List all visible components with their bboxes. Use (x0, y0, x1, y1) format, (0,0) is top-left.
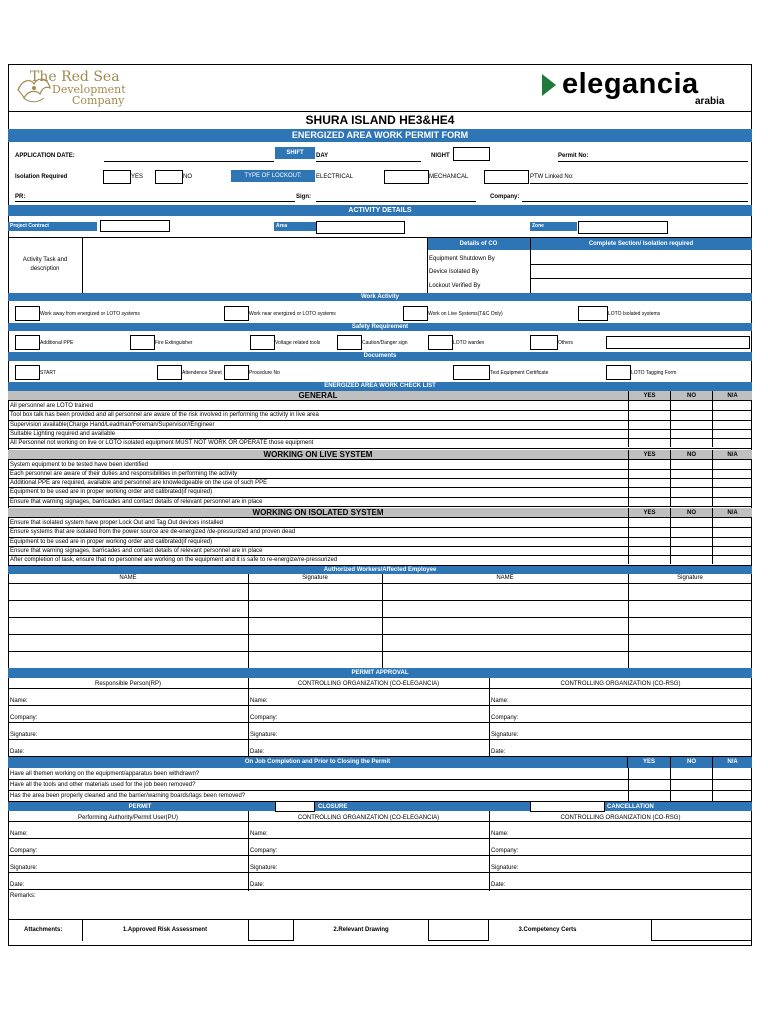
divider (248, 678, 249, 757)
form-main-title: SHURA ISLAND HE3&HE4 (305, 113, 455, 127)
work-activity-band: Work Activity (8, 293, 752, 301)
general-check-item: Supervision available(Charge Hand/Leadman/Foreman/Supervisor//Engineer (10, 421, 215, 428)
night-checkbox[interactable] (453, 147, 490, 161)
work-away-label: Work away from energized or LOTO systems (40, 311, 140, 317)
documents-band: Documents (8, 352, 752, 361)
checklist-band: ENERGIZED AREA WORK CHECK LIST (8, 382, 752, 391)
approval-name-label: Name: (250, 698, 268, 704)
live-check-item: Additional PPE are required, available and personnel are knowledgeable on the use of such PPE (10, 480, 268, 487)
isolated-check-item: Equipment to be used are in proper working order and calibrated(if required) (10, 538, 213, 545)
attendance-sheet-label: Attendence Sheet (182, 370, 222, 376)
work-away-checkbox[interactable] (15, 306, 40, 321)
closure-company-field[interactable] (519, 840, 749, 855)
general-section-header: GENERAL (8, 391, 628, 401)
closure-name-field[interactable] (519, 823, 749, 838)
procedure-no-checkbox[interactable] (224, 365, 249, 380)
closure-signature-label: Signature: (10, 865, 38, 871)
live-check-na-cell[interactable] (712, 497, 752, 506)
divider (8, 705, 752, 706)
live-na-header: N/A (712, 450, 752, 460)
isolated-check-yes-cell[interactable] (628, 546, 670, 555)
closure-signature-field[interactable] (278, 857, 486, 872)
isolated-check-na-cell[interactable] (712, 527, 752, 536)
general-check-na-cell[interactable] (712, 438, 752, 447)
attachments-label: Attachments: (24, 927, 63, 933)
live-check-na-cell[interactable] (712, 460, 752, 469)
approval-signature-field[interactable] (278, 724, 486, 739)
closure-name-label: Name: (10, 831, 28, 837)
closure-company-label: Company: (10, 848, 38, 854)
live-check-no-cell[interactable] (670, 460, 712, 469)
equipment-shutdown-label: Equipment Shutdown By (429, 256, 495, 262)
closure-date-field[interactable] (38, 874, 246, 889)
others-field[interactable] (606, 336, 750, 349)
isolated-check-no-cell[interactable] (670, 537, 712, 546)
approval-date-label: Date: (10, 749, 25, 755)
live-check-no-cell[interactable] (670, 469, 712, 478)
worker-name-cell[interactable] (382, 584, 628, 600)
divider (82, 237, 83, 293)
divider (8, 855, 752, 856)
closure-label: CLOSURE (318, 804, 348, 810)
shift-label: SHIFT (275, 147, 315, 159)
general-check-no-cell[interactable] (670, 429, 712, 438)
general-yes-header: YES (628, 391, 670, 401)
complete-section-header: Complete Section/ Isolation required (530, 238, 752, 250)
divider (8, 889, 752, 890)
isolated-check-item: Ensure that warning signages, barricades and contact details of relevant personnel are in place (10, 547, 263, 554)
attachment-2: 2.Relevant Drawing (333, 927, 389, 933)
authorized-workers-band: Authorized Workers/Affected Employee (8, 566, 752, 574)
completion-yes-header: YES (628, 757, 670, 768)
isolated-check-yes-cell[interactable] (628, 527, 670, 536)
live-check-item: System equipment to be tested have been identified (10, 461, 149, 468)
closure-name-label: Name: (491, 831, 509, 837)
completion-no-cell[interactable] (670, 779, 712, 790)
start-checkbox[interactable] (15, 365, 40, 380)
additional-ppe-checkbox[interactable] (15, 335, 40, 350)
attendance-sheet-checkbox[interactable] (157, 365, 182, 380)
checklist-table (8, 391, 752, 566)
divider (8, 506, 752, 507)
activity-task-label-1: Activity Task and (22, 257, 68, 263)
caution-sign-label: Caution/Danger sign (362, 340, 408, 346)
closure-name-field[interactable] (38, 823, 246, 838)
closure-company-field[interactable] (38, 840, 246, 855)
divider (8, 448, 752, 449)
divider (530, 264, 752, 265)
permit-no-label: Permit No: (558, 153, 589, 159)
general-check-item: Suitable Lighting required and available (10, 430, 116, 437)
activity-details-band: ACTIVITY DETAILS (8, 205, 752, 216)
workers-signature-header-1: Signature (302, 575, 328, 581)
isolated-yes-header: YES (628, 508, 670, 518)
loto-tagging-checkbox[interactable] (606, 365, 631, 380)
completion-na-header: N/A (712, 757, 752, 768)
completion-item: Have all the tools and other materials used for the job been removed? (10, 782, 196, 788)
completion-item: Have all themen working on the equipment/apparatus been withdrawn? (10, 771, 200, 777)
sign-label: Sign: (296, 194, 311, 200)
remarks-label: Remarks: (10, 893, 36, 899)
details-of-co-header: Details of CO (427, 238, 530, 250)
divider (8, 688, 752, 689)
divider (530, 278, 752, 279)
worker-name-cell[interactable] (8, 618, 248, 634)
divider (248, 811, 249, 891)
approval-name-label: Name: (491, 698, 509, 704)
live-check-item: Ensure that warning signages, barricades and contact details of relevant personnel are in place (10, 498, 263, 505)
general-check-na-cell[interactable] (712, 410, 752, 419)
area-field[interactable] (316, 221, 405, 234)
type-of-lockout-label: TYPE OF LOCKOUT: (231, 170, 315, 182)
brand-name: elegancia (562, 68, 699, 100)
live-no-header: NO (670, 450, 712, 460)
divider (427, 237, 428, 293)
additional-ppe-label: Additional PPE (40, 340, 74, 346)
isolated-check-na-cell[interactable] (712, 518, 752, 527)
worker-signature-cell[interactable] (628, 652, 752, 668)
general-check-no-cell[interactable] (670, 401, 712, 410)
work-live-label: Work on Live Systems(T&C Only) (428, 311, 503, 317)
night-label: NIGHT (431, 153, 450, 159)
completion-yes-cell[interactable] (628, 779, 670, 790)
isolated-check-no-cell[interactable] (670, 518, 712, 527)
no-label: NO (183, 174, 192, 180)
approval-date-label: Date: (491, 749, 506, 755)
lockout-verified-label: Lockout Verified By (429, 283, 481, 289)
electrical-checkbox[interactable] (384, 170, 429, 184)
closure-signature-label: Signature: (250, 865, 278, 871)
closure-date-field[interactable] (278, 874, 486, 889)
live-check-yes-cell[interactable] (628, 497, 670, 506)
approval-date-field[interactable] (278, 741, 486, 756)
isolated-check-na-cell[interactable] (712, 546, 752, 555)
sign-field[interactable] (316, 201, 476, 202)
closure-pu-header: Performing Authority/Permit User(PU) (77, 815, 179, 821)
approval-co-elegancia-header: CONTROLLING ORGANIZATION (CO-ELEGANCIA) (297, 681, 440, 687)
worker-signature-cell[interactable] (248, 635, 382, 651)
loto-isolated-label: LOTO Isolated systems (608, 311, 661, 317)
mechanical-label: MECHANICAL (429, 174, 469, 180)
closure-co-elegancia-header: CONTROLLING ORGANIZATION (CO-ELEGANCIA) (297, 815, 440, 821)
activity-task-field[interactable] (84, 240, 426, 292)
isolated-check-item: After completion of task, ensure that no personnel are working on the equipment and it is safe to re-energize/re-pressurized (10, 557, 338, 564)
voltage-tools-checkbox[interactable] (250, 335, 275, 350)
general-check-yes-cell[interactable] (628, 438, 670, 447)
isolated-section-header: WORKING ON ISOLATED SYSTEM (8, 508, 628, 518)
closure-date-label: Date: (250, 882, 265, 888)
approval-signature-label: Signature: (10, 732, 38, 738)
general-check-yes-cell[interactable] (628, 429, 670, 438)
loto-isolated-checkbox[interactable] (578, 306, 608, 321)
electrical-label: ELECTRICAL (316, 174, 354, 180)
worker-name-cell[interactable] (382, 601, 628, 617)
work-live-checkbox[interactable] (403, 306, 428, 321)
fire-extinguisher-checkbox[interactable] (130, 335, 155, 350)
closure-signature-label: Signature: (491, 865, 519, 871)
completion-table (8, 768, 752, 801)
work-near-label: Work near energized or LOTO systems (249, 311, 336, 317)
divider (489, 811, 490, 891)
general-check-yes-cell[interactable] (628, 420, 670, 429)
completion-yes-cell[interactable] (628, 790, 670, 801)
loto-warden-label: LOTO warden (453, 340, 485, 346)
brand-sub: arabia (695, 96, 725, 107)
workers-signature-header-2: Signature (677, 575, 703, 581)
attachment-3: 3.Competency Certs (518, 927, 577, 933)
workers-name-header-1: NAME (119, 575, 137, 581)
worker-name-cell[interactable] (8, 652, 248, 668)
pr-field[interactable] (15, 201, 295, 202)
general-na-header: N/A (712, 391, 752, 401)
test-equipment-checkbox[interactable] (453, 365, 490, 380)
worker-signature-cell[interactable] (628, 635, 752, 651)
work-near-checkbox[interactable] (224, 306, 249, 321)
live-check-yes-cell[interactable] (628, 487, 670, 496)
attachment-1-checkbox[interactable] (248, 919, 294, 941)
zone-field[interactable] (578, 221, 668, 234)
worker-signature-cell[interactable] (248, 601, 382, 617)
isolated-check-yes-cell[interactable] (628, 537, 670, 546)
remarks-field[interactable] (30, 899, 746, 917)
general-check-no-cell[interactable] (670, 410, 712, 419)
closure-company-field[interactable] (278, 840, 486, 855)
general-check-item: All personnel are LOTO trained (10, 403, 93, 409)
caution-sign-checkbox[interactable] (337, 335, 362, 350)
live-check-item: Equipment to be used are in proper working order and calibrated(if required) (10, 489, 213, 496)
safety-requirement-band: Safety Requirement (8, 323, 752, 331)
application-date-label: APPLICATION DATE: (15, 153, 75, 159)
general-check-item: Tool box talk has been provided and all personnel are aware of the risk involved in performing the activity in live area (10, 412, 319, 419)
live-check-no-cell[interactable] (670, 497, 712, 506)
general-check-no-cell[interactable] (670, 438, 712, 447)
closure-signature-field[interactable] (38, 857, 246, 872)
approval-co-rsg-header: CONTROLLING ORGANIZATION (CO-RSG) (560, 681, 681, 687)
pr-label: PR: (15, 194, 26, 200)
workers-table (8, 574, 752, 668)
ptw-linked-field[interactable] (530, 183, 748, 184)
isolated-check-na-cell[interactable] (712, 537, 752, 546)
live-check-na-cell[interactable] (712, 469, 752, 478)
day-label: DAY (316, 153, 329, 159)
others-label: Others (558, 340, 574, 346)
attachment-3-checkbox[interactable] (651, 919, 752, 941)
permit-label: PERMIT (128, 804, 152, 810)
live-check-item: Each personnel are aware of their duties and responsibilities in performing the activity (10, 470, 238, 477)
isolated-check-no-cell[interactable] (670, 546, 712, 555)
isolation-required-label: Isolation Required (15, 174, 68, 180)
approval-name-label: Name: (10, 698, 28, 704)
closure-company-label: Company: (250, 848, 278, 854)
approval-date-field[interactable] (519, 741, 749, 756)
rsdc-line3: Company (72, 94, 125, 107)
isolated-check-yes-cell[interactable] (628, 518, 670, 527)
isolated-check-item: Ensure that isolated system have proper Lock Out and Tag Out devices installed (10, 520, 224, 526)
closure-name-field[interactable] (278, 823, 486, 838)
ptw-linked-label: PTW Linked No: (530, 174, 574, 180)
general-check-na-cell[interactable] (712, 420, 752, 429)
permit-no-field[interactable] (558, 161, 748, 162)
test-equipment-label: Test Equipment Certificate (490, 370, 549, 376)
approval-date-field[interactable] (38, 741, 246, 756)
divider (489, 678, 490, 757)
worker-signature-cell[interactable] (248, 584, 382, 600)
approval-company-label: Company: (10, 715, 38, 721)
divider (8, 821, 752, 822)
approval-company-label: Company: (491, 715, 519, 721)
live-check-no-cell[interactable] (670, 478, 712, 487)
divider (8, 722, 752, 723)
worker-name-cell[interactable] (382, 635, 628, 651)
loto-warden-checkbox[interactable] (428, 335, 453, 350)
isolated-check-item: Ensure systems that are isolated from the power source are de-energized /de-pressurized and proven dead (10, 529, 296, 536)
approval-table (8, 678, 752, 757)
divider (8, 838, 752, 839)
approval-name-field[interactable] (38, 690, 246, 705)
cancellation-label: CANCELLATION (607, 804, 654, 810)
completion-yes-cell[interactable] (628, 768, 670, 779)
worker-signature-cell[interactable] (628, 601, 752, 617)
live-check-na-cell[interactable] (712, 487, 752, 496)
approval-company-label: Company: (250, 715, 278, 721)
general-check-yes-cell[interactable] (628, 410, 670, 419)
divider (8, 872, 752, 873)
completion-na-cell[interactable] (712, 790, 752, 801)
completion-na-cell[interactable] (712, 779, 752, 790)
closure-company-label: Company: (491, 848, 519, 854)
zone-label: Zone (530, 222, 577, 231)
live-check-yes-cell[interactable] (628, 469, 670, 478)
worker-signature-cell[interactable] (248, 618, 382, 634)
closure-co-rsg-header: CONTROLLING ORGANIZATION (CO-RSG) (560, 815, 681, 821)
day-field[interactable] (316, 161, 421, 162)
device-isolated-label: Device Isolated By (429, 269, 479, 275)
general-check-na-cell[interactable] (712, 401, 752, 410)
worker-name-cell[interactable] (382, 618, 628, 634)
divider (530, 237, 531, 293)
approval-name-field[interactable] (519, 690, 749, 705)
approval-rp-header: Responsible Person(RP) (94, 681, 162, 687)
general-check-no-cell[interactable] (670, 420, 712, 429)
approval-signature-field[interactable] (38, 724, 246, 739)
isolated-check-yes-cell[interactable] (628, 555, 670, 564)
company-label: Company: (490, 194, 520, 200)
approval-signature-field[interactable] (519, 724, 749, 739)
workers-name-header-2: NAME (496, 575, 514, 581)
activity-task-label-2: description (30, 266, 60, 272)
live-check-na-cell[interactable] (712, 478, 752, 487)
isolated-check-na-cell[interactable] (712, 555, 752, 564)
approval-signature-label: Signature: (491, 732, 519, 738)
approval-company-field[interactable] (38, 707, 246, 722)
live-yes-header: YES (628, 450, 670, 460)
attachment-2-checkbox[interactable] (428, 919, 489, 941)
completion-item: Has the area been properly cleaned and the barrier/warning boards/tags been removed? (10, 793, 246, 799)
closure-signature-field[interactable] (519, 857, 749, 872)
permit-approval-band: PERMIT APPROVAL (8, 668, 752, 678)
isolated-check-no-cell[interactable] (670, 555, 712, 564)
approval-signature-label: Signature: (250, 732, 278, 738)
completion-no-cell[interactable] (670, 790, 712, 801)
completion-no-cell[interactable] (670, 768, 712, 779)
application-date-field[interactable] (104, 161, 274, 162)
rsdc-line2: Development (52, 83, 126, 96)
project-contract-label: Project Contract (8, 222, 97, 231)
divider (8, 739, 752, 740)
worker-name-cell[interactable] (8, 601, 248, 617)
mechanical-checkbox[interactable] (484, 170, 529, 184)
isolation-yes-checkbox[interactable] (103, 170, 131, 184)
closure-date-label: Date: (10, 882, 25, 888)
approval-company-field[interactable] (519, 707, 749, 722)
company-field[interactable] (522, 201, 748, 202)
approval-date-label: Date: (250, 749, 265, 755)
start-label: START (40, 370, 56, 376)
isolated-check-no-cell[interactable] (670, 527, 712, 536)
worker-signature-cell[interactable] (628, 618, 752, 634)
project-contract-field[interactable] (100, 220, 170, 232)
live-section-header: WORKING ON LIVE SYSTEM (8, 450, 628, 460)
closure-name-label: Name: (250, 831, 268, 837)
worker-signature-cell[interactable] (248, 652, 382, 668)
live-check-yes-cell[interactable] (628, 478, 670, 487)
isolated-na-header: N/A (712, 508, 752, 518)
loto-tagging-label: LOTO Tagging Form (631, 370, 677, 376)
attachment-1: 1.Approved Risk Assessment (122, 927, 208, 933)
closure-date-field[interactable] (519, 874, 749, 889)
closure-table (8, 811, 752, 891)
approval-company-field[interactable] (278, 707, 486, 722)
isolation-no-checkbox[interactable] (155, 170, 183, 184)
live-check-yes-cell[interactable] (628, 460, 670, 469)
divider (8, 111, 752, 112)
completion-no-header: NO (670, 757, 712, 768)
yes-label: YES (131, 174, 144, 180)
fire-extinguisher-label: Fire Extinguisher (155, 340, 193, 346)
general-no-header: NO (670, 391, 712, 401)
closure-date-label: Date: (491, 882, 506, 888)
worker-name-cell[interactable] (382, 652, 628, 668)
worker-name-cell[interactable] (8, 635, 248, 651)
others-checkbox[interactable] (530, 335, 558, 350)
general-check-na-cell[interactable] (712, 429, 752, 438)
form-title-band: ENERGIZED AREA WORK PERMIT FORM (8, 129, 752, 142)
isolated-no-header: NO (670, 508, 712, 518)
completion-na-cell[interactable] (712, 768, 752, 779)
approval-name-field[interactable] (278, 690, 486, 705)
live-check-no-cell[interactable] (670, 487, 712, 496)
general-check-yes-cell[interactable] (628, 401, 670, 410)
general-check-item: All Personnel not working on live or LOTO isolated equipment MUST NOT WORK OR OPERATE those equipment (10, 440, 314, 447)
worker-name-cell[interactable] (8, 584, 248, 600)
area-label: Area (274, 222, 316, 231)
procedure-no-label: Procedure No (249, 370, 280, 376)
voltage-tools-label: Voltage related tools (275, 340, 321, 346)
worker-signature-cell[interactable] (628, 584, 752, 600)
job-completion-band: On Job Completion and Prior to Closing the Permit (8, 757, 628, 768)
rsdc-line1: The Red Sea (30, 69, 120, 85)
